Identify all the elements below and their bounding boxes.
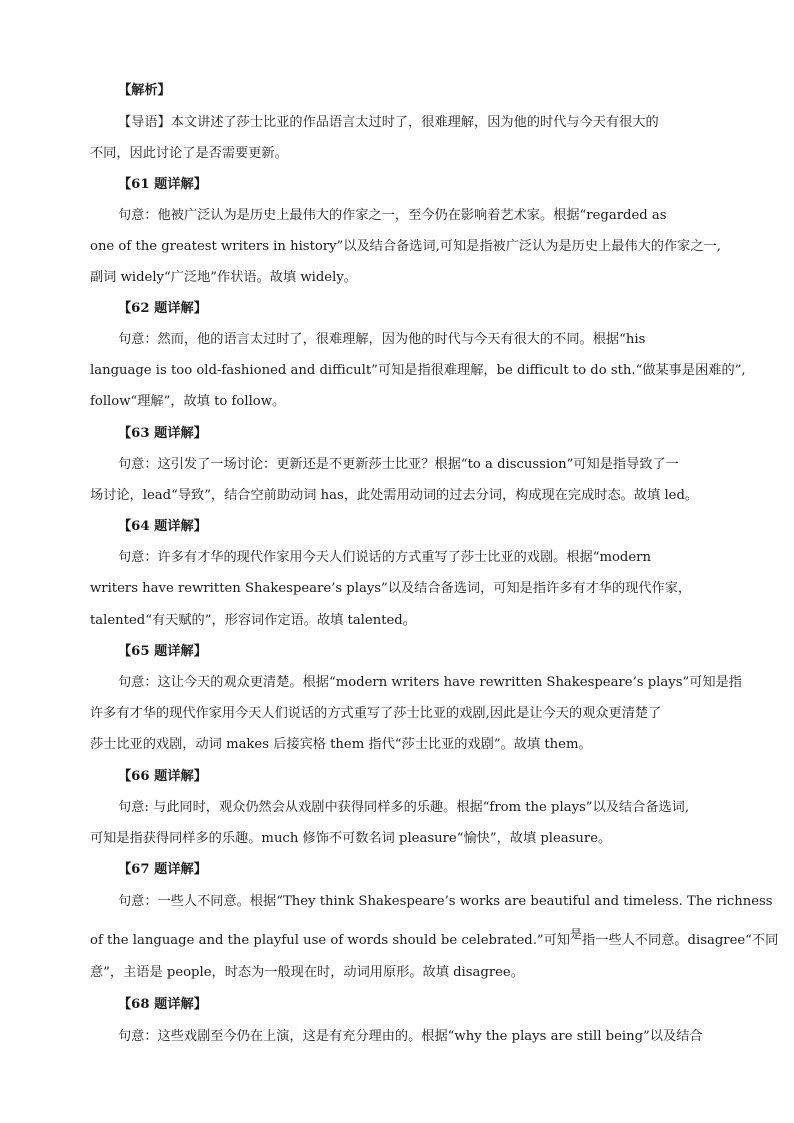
q66-heading: 【66 题详解】 bbox=[118, 769, 207, 784]
q61-heading: 【61 题详解】 bbox=[118, 177, 207, 192]
q68-line-1: 句意：这些戏剧至今仍在上演，这是有充分理由的。根据“why the plays are still being”以及结合 bbox=[118, 1029, 703, 1044]
q67-line-2-part-c: 指一些人不同意。disagree“不同 bbox=[582, 933, 779, 948]
q63-heading: 【63 题详解】 bbox=[118, 426, 207, 441]
q61-line-2: one of the greatest writers in history”以及结合备选词,可知是指被广泛认为是历史上最伟大的作家之一, bbox=[90, 239, 721, 254]
q62-line-3: follow“理解”，故填 to follow。 bbox=[90, 394, 286, 409]
analysis-heading: 【解析】 bbox=[118, 83, 171, 98]
q61-line-1: 句意：他被广泛认为是历史上最伟大的作家之一，至今仍在影响着艺术家。根据“regarded as bbox=[118, 208, 667, 223]
q62-line-1: 句意：然而，他的语言太过时了，很难理解，因为他的时代与今天有很大的不同。根据“his bbox=[118, 332, 646, 347]
q64-line-3: talented“有天赋的”，形容词作定语。故填 talented。 bbox=[90, 613, 416, 628]
q62-heading: 【62 题详解】 bbox=[118, 301, 207, 316]
q67-line-1: 句意：一些人不同意。根据“They think Shakespeare’s works are beautiful and timeless. The richness bbox=[118, 894, 773, 909]
q65-heading: 【65 题详解】 bbox=[118, 644, 207, 659]
guide-line-1: 【导语】本文讲述了莎士比亚的作品语言太过时了，很难理解，因为他的时代与今天有很大的 bbox=[118, 115, 659, 130]
q67-line-2-part-a: of the language and the playful use of words should be celebrated.”可知 bbox=[90, 933, 571, 948]
q64-heading: 【64 题详解】 bbox=[118, 519, 207, 534]
q63-line-1: 句意：这引发了一场讨论：更新还是不更新莎士比亚？根据“to a discussion”可知是指导致了一 bbox=[118, 457, 679, 472]
q67-heading: 【67 题详解】 bbox=[118, 862, 207, 877]
q65-line-2: 许多有才华的现代作家用今天人们说话的方式重写了莎士比亚的戏剧,因此是让今天的观众更清楚了 bbox=[90, 706, 662, 721]
q67-line-3: 意”，主语是 people，时态为一般现在时，动词用原形。故填 disagree。 bbox=[90, 965, 524, 980]
q63-line-2: 场讨论，lead“导致”，结合空前助动词 has，此处需用动词的过去分词，构成现在完成时态。故填 led。 bbox=[90, 488, 699, 503]
q66-line-1: 句意: 与此同时，观众仍然会从戏剧中获得同样多的乐趣。根据“from the plays”以及结合备选词, bbox=[118, 800, 690, 815]
q67-line-2-raised-char: 是 bbox=[570, 927, 583, 941]
q66-line-2: 可知是指获得同样多的乐趣。much 修饰不可数名词 pleasure“愉快”，故填 pleasure。 bbox=[90, 831, 612, 846]
q64-line-1: 句意：许多有才华的现代作家用今天人们说话的方式重写了莎士比亚的戏剧。根据“modern bbox=[118, 550, 651, 565]
q67-line-2 bbox=[90, 927, 779, 951]
q65-line-1: 句意：这让今天的观众更清楚。根据“modern writers have rewritten Shakespeare’s plays”可知是指 bbox=[118, 675, 742, 690]
q64-line-2: writers have rewritten Shakespeare’s plays”以及结合备选词，可知是指许多有才华的现代作家， bbox=[90, 581, 692, 596]
q65-line-3: 莎士比亚的戏剧，动词 makes 后接宾格 them 指代“莎士比亚的戏剧”。故填 them。 bbox=[90, 737, 592, 752]
guide-line-2: 不同，因此讨论了是否需要更新。 bbox=[90, 146, 288, 161]
q61-line-3: 副词 widely“广泛地”作状语。故填 widely。 bbox=[90, 270, 357, 285]
q62-line-2: language is too old-fashioned and difficult”可知是指很难理解，be difficult to do sth.“做某事是困难的”, bbox=[90, 363, 746, 378]
q68-heading: 【68 题详解】 bbox=[118, 997, 207, 1012]
